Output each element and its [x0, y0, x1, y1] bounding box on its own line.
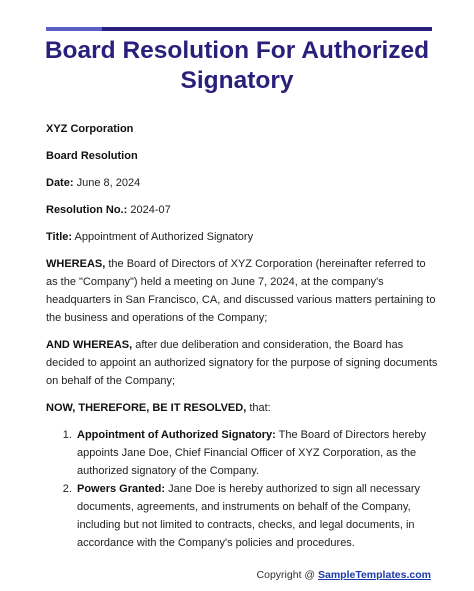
sampletemplates-link[interactable]: SampleTemplates.com: [317, 569, 431, 581]
list-item: 2. Powers Granted: Jane Doe is hereby authorized to sign all necessary documents, agreements, and instruments on behalf of the Company, including but not limited to contracts, checks, and legal documents, in accordance with the Company's policies and procedures.: [75, 480, 438, 552]
header-bar-main: [102, 27, 432, 31]
document-title: Board Resolution For Authorized Signatory: [44, 37, 430, 94]
company-name: XYZ Corporation: [46, 123, 134, 135]
document-body: [46, 120, 438, 552]
resolution-number-line: Resolution No.: 2024-07: [46, 204, 171, 216]
resolved-line: NOW, THEREFORE, BE IT RESOLVED, that:: [46, 402, 271, 414]
and-whereas-paragraph: AND WHEREAS, after due deliberation and consideration, the Board has decided to appoint an authorized signatory for the purpose of signing documents on behalf of the Company;: [46, 339, 438, 387]
title-value: Appointment of Authorized Signatory: [74, 231, 254, 243]
copyright-footer: [0, 569, 431, 581]
whereas-paragraph: WHEREAS, the Board of Directors of XYZ Corporation (hereinafter referred to as the "Company") held a meeting on June 7, 2024, at the company's headquarters in San Francisco, CA, and discussed various matters pertaining to the business and operations of the Company;: [46, 258, 436, 324]
date-value: June 8, 2024: [76, 177, 141, 189]
list-item: 1. Appointment of Authorized Signatory: The Board of Directors hereby appoints Jane Doe, Chief Financial Officer of XYZ Corporation, as the authorized signatory of the Company.: [75, 426, 438, 480]
copyright-text: Copyright @: [256, 569, 316, 581]
date-line: Date: June 8, 2024: [46, 177, 141, 189]
resolution-list: [46, 426, 438, 552]
header-bar: [46, 27, 432, 31]
document-type: Board Resolution: [46, 150, 138, 162]
title-line: Title: Appointment of Authorized Signatory: [46, 231, 254, 243]
header-bar-accent: [46, 27, 102, 31]
resolution-number-value: 2024-07: [130, 204, 171, 216]
